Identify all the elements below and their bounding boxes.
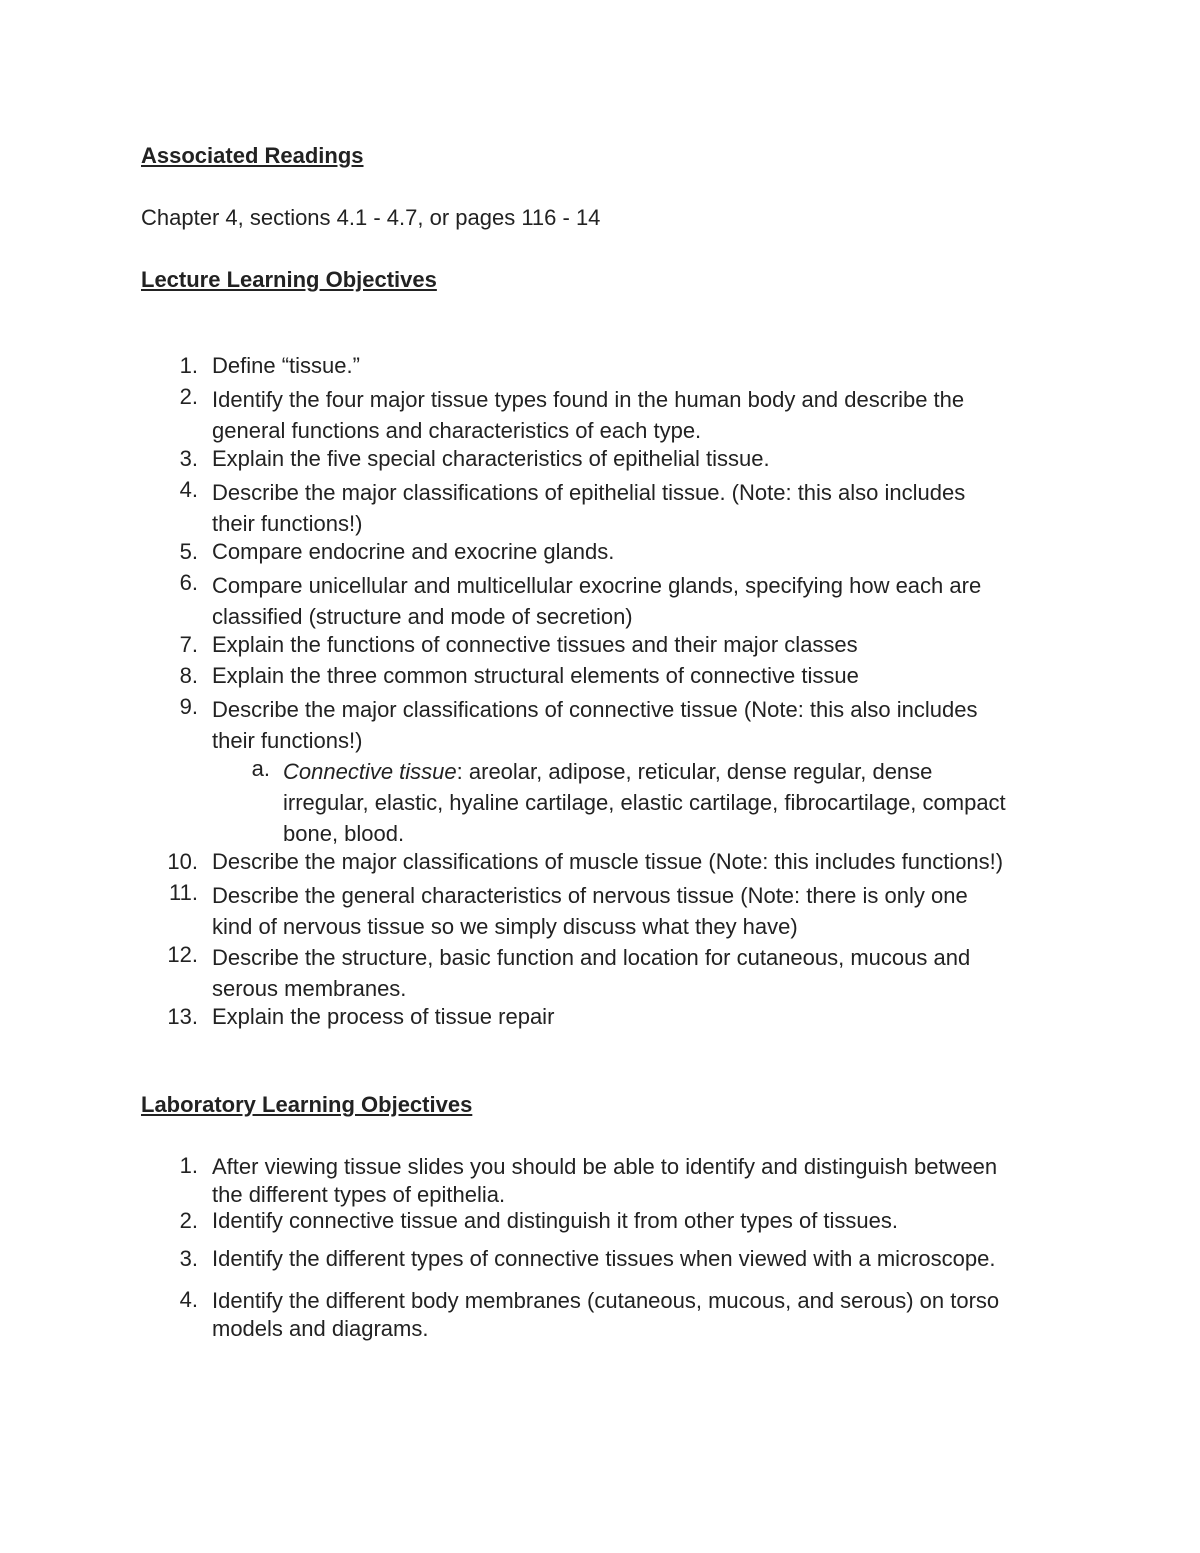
- list-item-number: 4.: [179, 477, 198, 502]
- line: kind of nervous tissue so we simply discuss what they have): [212, 914, 798, 939]
- list-item-text: [212, 477, 1092, 539]
- line: Describe the general characteristics of nervous tissue (Note: there is only one: [212, 883, 968, 908]
- line: their functions!): [212, 511, 363, 536]
- list-item-text: [212, 1153, 1092, 1209]
- line: Describe the structure, basic function and location for cutaneous, mucous and: [212, 945, 971, 970]
- list-subitem-letter: a.: [251, 756, 270, 781]
- line: Compare endocrine and exocrine glands.: [212, 539, 615, 564]
- list-item-number: 1.: [179, 353, 198, 378]
- list-item-text: [212, 539, 1092, 565]
- list-item-text: [212, 694, 1092, 756]
- line: [283, 756, 1083, 787]
- associated-readings-heading: Associated Readings: [141, 143, 364, 168]
- line: Define “tissue.”: [212, 353, 360, 378]
- line: Explain the process of tissue repair: [212, 1004, 555, 1029]
- line: Explain the three common structural elements of connective tissue: [212, 663, 859, 688]
- list-item-text: [212, 446, 1092, 472]
- line: Describe the major classifications of connective tissue (Note: this also includes: [212, 697, 978, 722]
- list-item-text: [212, 849, 1092, 875]
- line: general functions and characteristics of each type.: [212, 418, 702, 443]
- list-item-text: [212, 1246, 1092, 1272]
- line: models and diagrams.: [212, 1316, 429, 1341]
- list-item-text: [212, 1208, 1092, 1234]
- list-item-number: 3.: [179, 446, 198, 471]
- line: classified (structure and mode of secretion): [212, 604, 633, 629]
- line: bone, blood.: [283, 821, 405, 846]
- line: Describe the major classifications of epithelial tissue. (Note: this also includes: [212, 480, 966, 505]
- line: irregular, elastic, hyaline cartilage, elastic cartilage, fibrocartilage, compact: [283, 790, 1006, 815]
- list-item-text: [212, 880, 1092, 942]
- line: Identify the different types of connective tissues when viewed with a microscope.: [212, 1246, 996, 1271]
- list-item-number: 3.: [179, 1246, 198, 1271]
- line: Identify connective tissue and distinguish it from other types of tissues.: [212, 1208, 899, 1233]
- line: Identify the four major tissue types found in the human body and describe the: [212, 387, 965, 412]
- list-item-number: 13.: [167, 1004, 198, 1029]
- list-item-number: 12.: [167, 942, 198, 967]
- readings-text: Chapter 4, sections 4.1 - 4.7, or pages 116 - 14: [141, 205, 601, 230]
- list-item-text: [212, 663, 1092, 689]
- list-item-text: [212, 570, 1092, 632]
- connective-tissue-term: Connective tissue: [283, 759, 457, 784]
- list-item-number: 2.: [179, 384, 198, 409]
- list-item-text: [212, 1004, 1092, 1030]
- list-subitem-text: [283, 756, 1083, 849]
- line: Identify the different body membranes (cutaneous, mucous, and serous) on torso: [212, 1288, 1000, 1313]
- line: their functions!): [212, 728, 363, 753]
- list-item-text: [212, 384, 1092, 446]
- list-item-text: [212, 353, 1092, 379]
- line: serous membranes.: [212, 976, 407, 1001]
- list-item-number: 7.: [179, 632, 198, 657]
- line: Compare unicellular and multicellular exocrine glands, specifying how each are: [212, 573, 982, 598]
- line: Explain the five special characteristics of epithelial tissue.: [212, 446, 770, 471]
- list-item-number: 11.: [169, 880, 198, 905]
- line: After viewing tissue slides you should be able to identify and distinguish between: [212, 1154, 998, 1179]
- list-item-number: 8.: [179, 663, 198, 688]
- list-item-number: 9.: [179, 694, 198, 719]
- line: Explain the functions of connective tissues and their major classes: [212, 632, 858, 657]
- line: the different types of epithelia.: [212, 1182, 506, 1207]
- lecture-objectives-heading: Lecture Learning Objectives: [141, 267, 437, 292]
- list-item-number: 2.: [179, 1208, 198, 1233]
- laboratory-objectives-heading: Laboratory Learning Objectives: [141, 1092, 473, 1117]
- line-rest: : areolar, adipose, reticular, dense regular, dense: [456, 759, 933, 784]
- list-item-number: 1.: [179, 1153, 198, 1178]
- list-item-number: 5.: [179, 539, 198, 564]
- list-item-text: [212, 1287, 1092, 1343]
- list-item-number: 4.: [179, 1287, 198, 1312]
- list-item-text: [212, 632, 1092, 658]
- list-item-number: 6.: [179, 570, 198, 595]
- list-item-text: [212, 942, 1092, 1004]
- line: Describe the major classifications of muscle tissue (Note: this includes functions!): [212, 849, 1004, 874]
- list-item-number: 10.: [167, 849, 198, 874]
